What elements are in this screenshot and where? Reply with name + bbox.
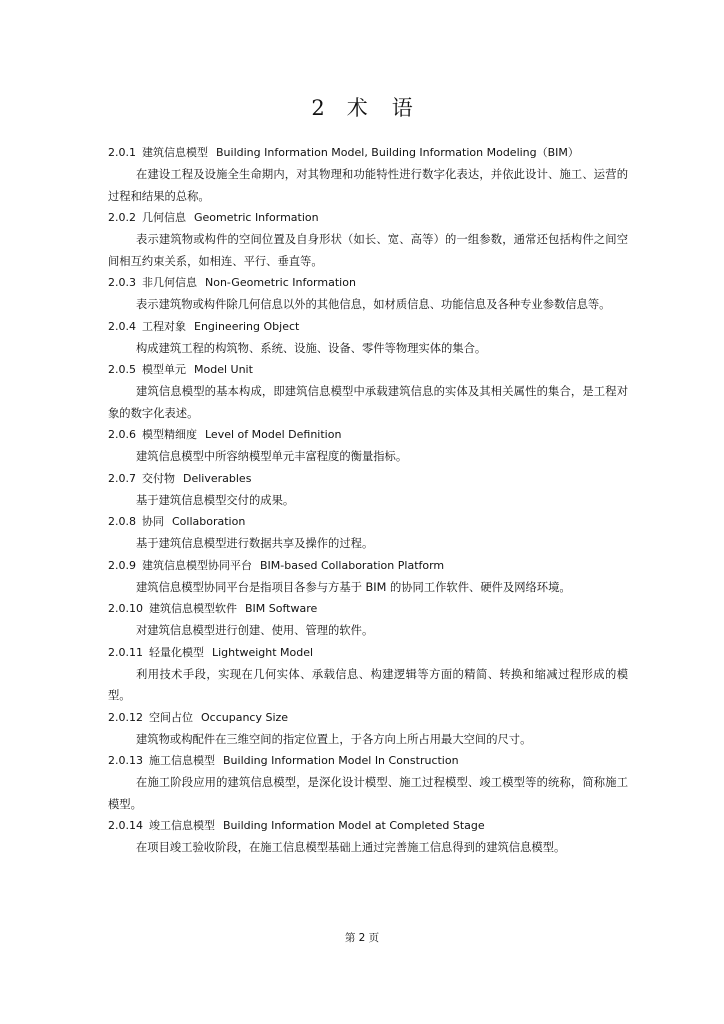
term-chinese-name: 交付物 bbox=[142, 471, 175, 485]
term-heading bbox=[108, 316, 628, 338]
term-code: 2.0.14 bbox=[108, 819, 143, 832]
term-english-name: BIM Software bbox=[245, 602, 318, 615]
term-definition: 建筑信息模型的基本构成，即建筑信息模型中承载建筑信息的实体及其相关属性的集合，是工程对象的数字化表述。 bbox=[108, 385, 628, 420]
term-heading bbox=[108, 511, 628, 533]
term-definition: 对建筑信息模型进行创建、使用、管理的软件。 bbox=[136, 624, 374, 637]
term-entry bbox=[108, 555, 628, 599]
term-entry bbox=[108, 598, 628, 642]
terms-list bbox=[108, 142, 628, 859]
term-chinese-name: 模型单元 bbox=[142, 363, 186, 376]
term-entry bbox=[108, 272, 628, 316]
term-chinese-name: 轻量化模型 bbox=[149, 645, 204, 659]
term-heading bbox=[108, 555, 628, 577]
term-code: 2.0.9 bbox=[108, 558, 136, 572]
term-definition: 基于建筑信息模型进行数据共享及操作的过程。 bbox=[136, 537, 374, 550]
term-code: 2.0.11 bbox=[108, 645, 143, 659]
term-english-name: Collaboration bbox=[172, 515, 246, 528]
term-english-name: Deliverables bbox=[183, 471, 252, 485]
term-code: 2.0.3 bbox=[108, 276, 136, 289]
term-english-name: Non-Geometric Information bbox=[205, 276, 356, 289]
page-number: 第 2 页 bbox=[344, 932, 380, 944]
term-definition: 在施工阶段应用的建筑信息模型，是深化设计模型、施工过程模型、竣工模型等的统称，简称施工模型。 bbox=[108, 776, 628, 811]
term-code: 2.0.1 bbox=[108, 146, 136, 159]
chapter-title-char-1: 术 bbox=[346, 96, 368, 120]
term-english-name: BIM-based Collaboration Platform bbox=[260, 558, 445, 572]
term-chinese-name: 空间占位 bbox=[149, 710, 193, 724]
term-code: 2.0.5 bbox=[108, 363, 136, 376]
term-entry bbox=[108, 707, 628, 751]
term-heading bbox=[108, 207, 628, 229]
term-definition: 表示建筑物或构件的空间位置及自身形状（如长、宽、高等）的一组参数，通常还包括构件之间空间相互约束关系，如相连、平行、垂直等。 bbox=[108, 233, 628, 268]
term-chinese-name: 施工信息模型 bbox=[149, 754, 215, 767]
term-english-name: Engineering Object bbox=[194, 319, 300, 333]
term-code: 2.0.7 bbox=[108, 471, 136, 485]
term-entry bbox=[108, 511, 628, 555]
term-definition: 表示建筑物或构件除几何信息以外的其他信息，如材质信息、功能信息及各种专业参数信息等。 bbox=[136, 298, 611, 311]
term-code: 2.0.4 bbox=[108, 319, 136, 333]
term-code: 2.0.12 bbox=[108, 710, 143, 724]
term-heading bbox=[108, 642, 628, 664]
term-heading bbox=[108, 468, 628, 490]
term-english-name: Occupancy Size bbox=[201, 710, 289, 724]
term-chinese-name: 建筑信息模型 bbox=[142, 146, 208, 159]
term-definition: 在项目竣工验收阶段，在施工信息模型基础上通过完善施工信息得到的建筑信息模型。 bbox=[136, 841, 566, 854]
term-english-name: Level of Model Definition bbox=[205, 428, 342, 441]
term-chinese-name: 模型精细度 bbox=[142, 428, 197, 441]
term-chinese-name: 协同 bbox=[142, 515, 164, 528]
term-code: 2.0.6 bbox=[108, 428, 136, 441]
term-heading bbox=[108, 424, 628, 446]
term-definition: 利用技术手段，实现在几何实体、承载信息、构建逻辑等方面的精简、转换和缩减过程形成的模型。 bbox=[108, 667, 628, 702]
chapter-title-char-2: 语 bbox=[391, 96, 413, 120]
term-entry bbox=[108, 207, 628, 272]
term-heading bbox=[108, 815, 628, 837]
term-entry bbox=[108, 750, 628, 815]
term-definition: 建筑信息模型协同平台是指项目各参与方基于 BIM 的协同工作软件、硬件及网络环境。 bbox=[136, 580, 571, 594]
term-code: 2.0.8 bbox=[108, 515, 136, 528]
chapter-title bbox=[0, 92, 724, 122]
term-english-name: Building Information Model, Building Information Modeling（BIM） bbox=[216, 146, 579, 159]
term-heading bbox=[108, 598, 628, 620]
term-definition: 基于建筑信息模型交付的成果。 bbox=[136, 493, 295, 507]
term-english-name: Building Information Model In Construction bbox=[223, 754, 459, 767]
term-chinese-name: 建筑信息模型协同平台 bbox=[142, 558, 252, 572]
term-definition: 构成建筑工程的构筑物、系统、设施、设备、零件等物理实体的集合。 bbox=[136, 341, 487, 355]
term-english-name: Building Information Model at Completed Stage bbox=[223, 819, 485, 832]
term-entry bbox=[108, 642, 628, 707]
term-entry bbox=[108, 359, 628, 424]
term-entry bbox=[108, 815, 628, 859]
term-chinese-name: 建筑信息模型软件 bbox=[149, 602, 237, 615]
term-chinese-name: 工程对象 bbox=[142, 319, 186, 333]
term-english-name: Geometric Information bbox=[194, 211, 319, 224]
term-chinese-name: 竣工信息模型 bbox=[149, 819, 215, 832]
term-heading bbox=[108, 142, 628, 164]
term-english-name: Model Unit bbox=[194, 363, 253, 376]
term-definition: 在建设工程及设施全生命期内，对其物理和功能特性进行数字化表达，并依此设计、施工、运营的过程和结果的总称。 bbox=[108, 168, 628, 203]
term-chinese-name: 非几何信息 bbox=[142, 276, 197, 289]
term-heading bbox=[108, 272, 628, 294]
term-entry bbox=[108, 468, 628, 512]
term-definition: 建筑物或构配件在三维空间的指定位置上，于各方向上所占用最大空间的尺寸。 bbox=[136, 732, 532, 746]
term-chinese-name: 几何信息 bbox=[142, 211, 186, 224]
term-entry bbox=[108, 424, 628, 468]
term-entry bbox=[108, 142, 628, 207]
term-english-name: Lightweight Model bbox=[212, 645, 314, 659]
term-definition: 建筑信息模型中所容纳模型单元丰富程度的衡量指标。 bbox=[136, 450, 408, 463]
term-code: 2.0.10 bbox=[108, 602, 143, 615]
term-code: 2.0.2 bbox=[108, 211, 136, 224]
term-heading bbox=[108, 359, 628, 381]
term-code: 2.0.13 bbox=[108, 754, 143, 767]
chapter-number: 2 bbox=[311, 96, 325, 120]
term-heading bbox=[108, 750, 628, 772]
term-heading bbox=[108, 707, 628, 729]
term-entry bbox=[108, 316, 628, 360]
